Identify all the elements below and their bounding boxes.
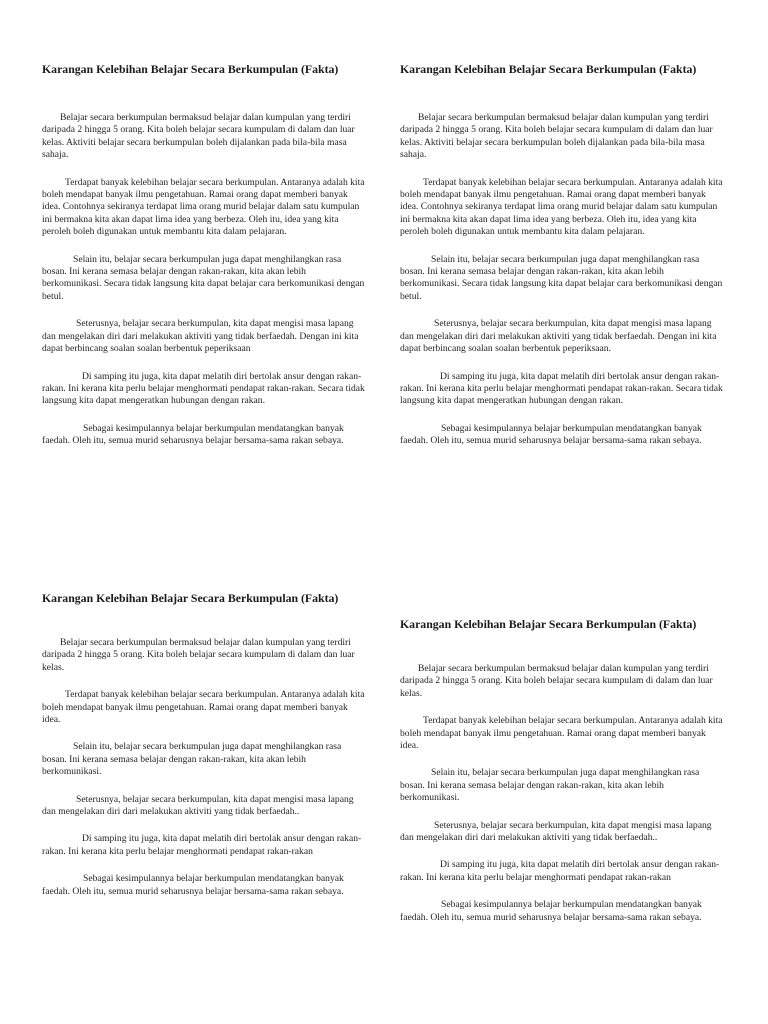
essay-paragraph: Seterusnya, belajar secara berkumpulan, kita dapat mengisi masa lapang dan mengelakan diri dari melakukan aktiviti yang tidak berfaedah.. — [42, 793, 354, 818]
essay-paragraph: Di samping itu juga, kita dapat melatih diri bertolak ansur dengan rakan-rakan. Ini kerana kita perlu belajar menghormati pendapat rakan-rakan. Secara tidak langsung kita dapat mengeratkan hubungan dengan rakan. — [400, 370, 723, 407]
essay-paragraph: Terdapat banyak kelebihan belajar secara berkumpulan. Antaranya adalah kita boleh mendapat banyak ilmu pengetahuan. Ramai orang dapat memberi banyak idea. Contohnya sekiranya terdapat lima orang murid belajar dalam satu kumpulan ini bermakna kita akan dapat lima idea yang berbeza. Oleh itu, idea yang kita peroleh boleh digunakan untuk membantu kita dalam pelajaran. — [400, 176, 723, 238]
essay-paragraph: Belajar secara berkumpulan bermaksud belajar dalan kumpulan yang terdiri daripada 2 hingga 5 orang. Kita boleh belajar secara kumpulam di dalam dan luar kelas. Aktiviti belajar secara berkumpulan boleh dijalankan pada bila-bila masa sahaja. — [42, 112, 355, 161]
essay-paragraph: Di samping itu juga, kita dapat melatih diri bertolak ansur dengan rakan-rakan. Ini kerana kita perlu belajar menghormati pendapat rakan-rakan — [42, 833, 362, 857]
essay-paragraph: Seterusnya, belajar secara berkumpulan, kita dapat mengisi masa lapang dan mengelakan diri dari melakukan aktiviti yang tidak berfaedah.. — [400, 819, 712, 844]
essay-paragraph: Terdapat banyak kelebihan belajar secara berkumpulan. Antaranya adalah kita boleh mendapat banyak ilmu pengetahuan. Ramai orang dapat memberi banyak idea. — [400, 715, 723, 752]
essay-paragraph: Belajar secara berkumpulan bermaksud belajar dalan kumpulan yang terdiri daripada 2 hingga 5 orang. Kita boleh belajar secara kumpulam di dalam dan luar kelas. — [42, 637, 355, 673]
essay-paragraph: Seterusnya, belajar secara berkumpulan, kita dapat mengisi masa lapang dan mengelakan diri dari melakukan aktiviti yang tidak berfaedah. Dengan ini kita dapat berbincang soalan soalan berbentuk peperiksaan — [42, 318, 359, 355]
essay-paragraph: Selain itu, belajar secara berkumpulan juga dapat menghilangkan rasa bosan. Ini kerana semasa belajar dengan rakan-rakan, kita akan lebih berkomunikasi. — [42, 741, 342, 778]
essay-paragraph: Sebagai kesimpulannya belajar berkumpulan mendatangkan banyak faedah. Oleh itu, semua murid seharusnya belajar bersama-sama rakan sebaya. — [42, 873, 344, 897]
essay-paragraph: Belajar secara berkumpulan bermaksud belajar dalan kumpulan yang terdiri daripada 2 hingga 5 orang. Kita boleh belajar secara kumpulam di dalam dan luar kelas. Aktiviti belajar secara berkumpulan boleh dijalankan pada bila-bila masa sahaja. — [400, 112, 713, 161]
essay-title: Karangan Kelebihan Belajar Secara Berkumpulan (Fakta) — [400, 62, 697, 76]
essay-paragraph: Seterusnya, belajar secara berkumpulan, kita dapat mengisi masa lapang dan mengelakan diri dari melakukan aktiviti yang tidak berfaedah. Dengan ini kita dapat berbincang soalan soalan berbentuk peperiksaan. — [400, 318, 717, 355]
essay-body — [400, 112, 725, 448]
essay-paragraph: Di samping itu juga, kita dapat melatih diri bertolak ansur dengan rakan-rakan. Ini kerana kita perlu belajar menghormati pendapat rakan-rakan — [400, 859, 720, 883]
essay-paragraph: Selain itu, belajar secara berkumpulan juga dapat menghilangkan rasa bosan. Ini kerana semasa belajar dengan rakan-rakan, kita akan lebih berkomunikasi. Secara tidak langsung kita dapat belajar cara berkomunikasi dengan betul. — [42, 253, 365, 302]
essay-paragraph: Selain itu, belajar secara berkumpulan juga dapat menghilangkan rasa bosan. Ini kerana semasa belajar dengan rakan-rakan, kita akan lebih berkomunikasi. Secara tidak langsung kita dapat belajar cara berkomunikasi dengan betul. — [400, 253, 723, 302]
essay-body — [42, 112, 367, 448]
essay-block — [400, 62, 725, 463]
essay-title: Karangan Kelebihan Belajar Secara Berkumpulan (Fakta) — [42, 591, 339, 605]
essay-block — [42, 591, 367, 913]
essay-paragraph: Sebagai kesimpulannya belajar berkumpulan mendatangkan banyak faedah. Oleh itu, semua murid seharusnya belajar bersama-sama rakan sebaya. — [400, 422, 702, 447]
essay-paragraph: Sebagai kesimpulannya belajar berkumpulan mendatangkan banyak faedah. Oleh itu, semua murid seharusnya belajar bersama-sama rakan sebaya. — [400, 899, 702, 923]
essay-block — [42, 62, 367, 463]
essay-paragraph: Di samping itu juga, kita dapat melatih diri bertolak ansur dengan rakan-rakan. Ini kerana kita perlu belajar menghormati pendapat rakan-rakan. Secara tidak langsung kita dapat mengeratkan hubungan dengan rakan. — [42, 370, 365, 407]
essay-paragraph: Selain itu, belajar secara berkumpulan juga dapat menghilangkan rasa bosan. Ini kerana semasa belajar dengan rakan-rakan, kita akan lebih berkomunikasi. — [400, 767, 700, 804]
essay-title: Karangan Kelebihan Belajar Secara Berkumpulan (Fakta) — [42, 62, 339, 76]
essay-paragraph: Terdapat banyak kelebihan belajar secara berkumpulan. Antaranya adalah kita boleh mendapat banyak ilmu pengetahuan. Ramai orang dapat memberi banyak idea. — [42, 689, 365, 726]
essay-title: Karangan Kelebihan Belajar Secara Berkumpulan (Fakta) — [400, 617, 697, 631]
essay-body — [400, 663, 725, 924]
essay-body — [42, 637, 367, 898]
essay-block — [400, 617, 725, 939]
essay-paragraph: Terdapat banyak kelebihan belajar secara berkumpulan. Antaranya adalah kita boleh mendapat banyak ilmu pengetahuan. Ramai orang dapat memberi banyak idea. Contohnya sekiranya terdapat lima orang murid belajar dalam satu kumpulan ini bermakna kita akan dapat lima idea yang berbeza. Oleh itu, idea yang kita peroleh boleh digunakan untuk membantu kita dalam pelajaran. — [42, 176, 365, 238]
essay-paragraph: Sebagai kesimpulannya belajar berkumpulan mendatangkan banyak faedah. Oleh itu, semua murid seharusnya belajar bersama-sama rakan sebaya. — [42, 422, 344, 447]
essay-paragraph: Belajar secara berkumpulan bermaksud belajar dalan kumpulan yang terdiri daripada 2 hingga 5 orang. Kita boleh belajar secara kumpulam di dalam dan luar kelas. — [400, 663, 713, 699]
